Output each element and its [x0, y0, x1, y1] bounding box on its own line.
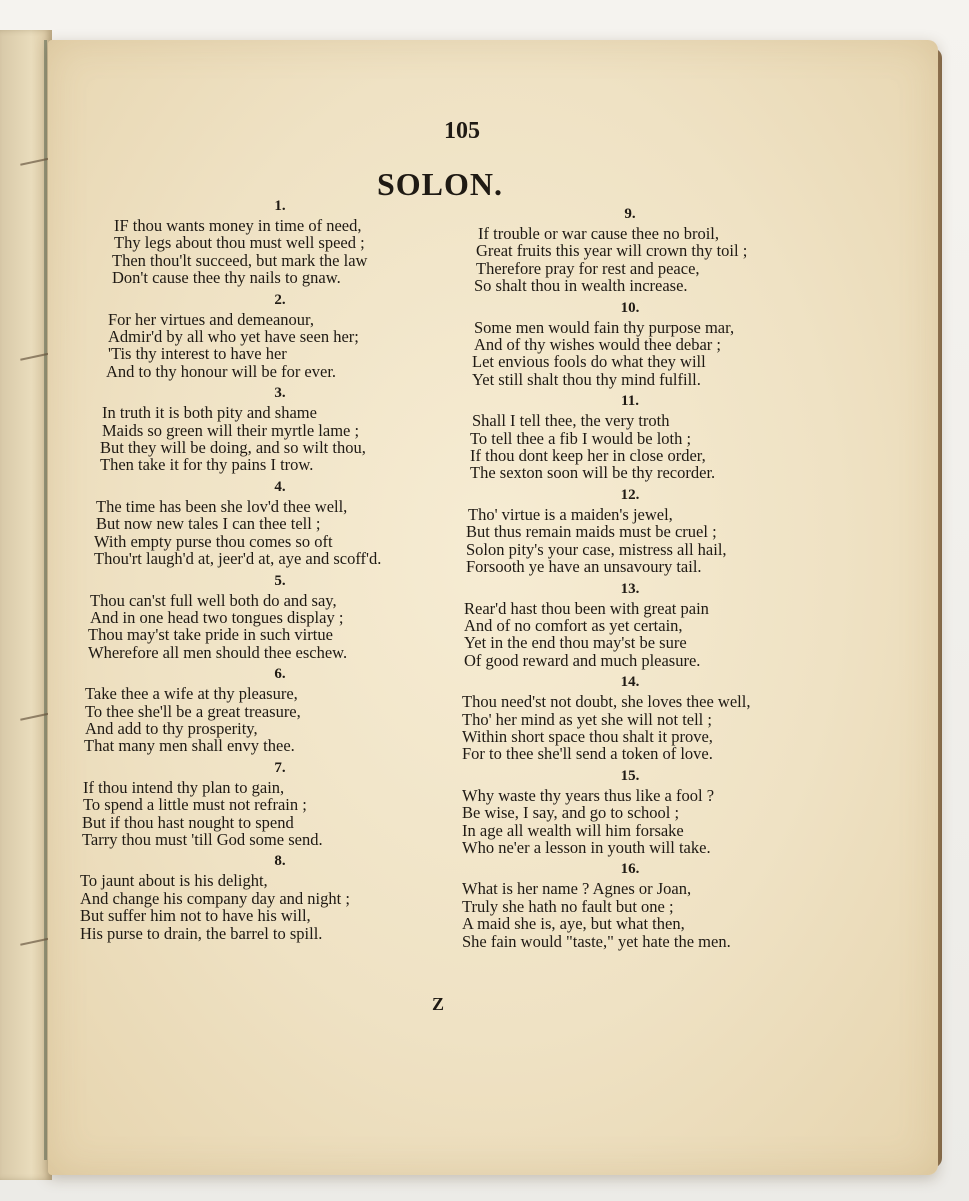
verse-line: Then thou'lt succeed, but mark the law — [112, 250, 368, 270]
verse-line: Solon pity's your case, mistress all hail, — [466, 539, 727, 559]
right-column — [460, 203, 820, 952]
verse-line: In truth it is both pity and shame — [102, 403, 317, 423]
verse-line: Yet in the end thou may'st be sure — [464, 633, 687, 653]
stanza — [80, 195, 440, 287]
verse-line: Yet still shalt thou thy mind fulfill. — [472, 369, 701, 389]
verse-line: And in one head two tongues display ; — [90, 607, 344, 627]
stanza-number: 8. — [274, 853, 286, 870]
stanza-number: 11. — [621, 393, 639, 410]
stanza-number: 7. — [274, 759, 286, 776]
verse-line: A maid she is, aye, but what then, — [462, 914, 685, 934]
verse-line: Tarry thou must 'till God some send. — [82, 829, 323, 849]
stanza-number: 15. — [620, 767, 640, 784]
stanza-number: 4. — [274, 478, 286, 495]
stanza-number: 9. — [624, 206, 636, 222]
stanza — [80, 570, 440, 662]
stanza — [80, 850, 440, 942]
verse-line: For to thee she'll send a token of love. — [462, 744, 713, 764]
stanza-number: 12. — [620, 486, 640, 503]
stanza-number: 10. — [620, 299, 640, 316]
verse-line: But they will be doing, and so wilt thou, — [100, 438, 366, 458]
verse-line: Thy legs about thou must well speed ; — [114, 233, 365, 253]
stanza — [460, 203, 820, 295]
stanza — [460, 484, 820, 576]
verse-line: With empty purse thou comes so oft — [94, 531, 333, 551]
verse-line: That many men shall envy thee. — [84, 736, 295, 756]
stanza-number: 6. — [274, 666, 286, 683]
verse-line: In age all wealth will him forsake — [462, 820, 684, 840]
stanza — [460, 765, 820, 857]
verse-line: Maids so green will their myrtle lame ; — [102, 420, 360, 440]
verse-line: IF thou wants money in time of need, — [114, 216, 362, 235]
stanza-number: 14. — [620, 674, 640, 691]
stanza — [80, 663, 440, 755]
verse-line: His purse to drain, the barrel to spill. — [80, 923, 323, 943]
stanza-number: 1. — [274, 198, 286, 214]
verse-line: Then take it for thy pains I trow. — [100, 455, 314, 475]
verse-line: If trouble or war cause thee no broil, — [478, 224, 719, 243]
verse-line: Tho' her mind as yet she will not tell ; — [462, 709, 712, 729]
stanza — [80, 476, 440, 568]
catchword: Z — [431, 994, 444, 1014]
verse-line: Why waste thy years thus like a fool ? — [462, 785, 715, 805]
page-number: 105 — [444, 118, 480, 144]
stanza — [460, 578, 820, 670]
verse-line: And change his company day and night ; — [80, 888, 350, 908]
stanza — [460, 671, 820, 763]
verse-line: Be wise, I say, and go to school ; — [462, 803, 680, 823]
verse-line: She fain would "taste," yet hate the men. — [462, 931, 731, 951]
verse-line: 'Tis thy interest to have her — [108, 344, 287, 364]
verse-line: So shalt thou in wealth increase. — [474, 276, 688, 296]
verse-line: For her virtues and demeanour, — [108, 309, 314, 329]
verse-line: And to thy honour will be for ever. — [106, 361, 337, 381]
verse-line: Thou may'st take pride in such virtue — [88, 625, 333, 645]
verse-line: To tell thee a fib I would be loth ; — [470, 428, 692, 448]
verse-line: Let envious fools do what they will — [472, 352, 706, 372]
stanza-number: 2. — [274, 291, 286, 308]
verse-line: Thou'rt laugh'd at, jeer'd at, aye and scoff'd. — [94, 549, 382, 569]
verse-line: To jaunt about is his delight, — [80, 871, 268, 891]
verse-line: If thou dont keep her in close order, — [470, 446, 706, 466]
verse-line: Within short space thou shalt it prove, — [462, 726, 713, 746]
verse-line: If thou intend thy plan to gain, — [83, 777, 285, 797]
stanza — [80, 382, 440, 474]
verse-line: And of thy wishes would thee debar ; — [474, 335, 721, 355]
stanza — [80, 757, 440, 849]
stanza-number: 16. — [620, 861, 640, 878]
verse-line: Rear'd hast thou been with great pain — [464, 598, 709, 618]
verse-line: And add to thy prosperity, — [85, 718, 258, 738]
verse-line: Great fruits this year will crown thy toil ; — [476, 241, 748, 261]
spine-binding — [44, 40, 47, 1160]
verse-line: Tho' virtue is a maiden's jewel, — [468, 504, 673, 524]
verse-line: The sexton soon will be thy recorder. — [470, 463, 716, 483]
left-column — [80, 195, 440, 944]
verse-line: Who ne'er a lesson in youth will take. — [462, 837, 711, 857]
page-title: SOLON. — [376, 166, 504, 202]
verse-line: Thou can'st full well both do and say, — [90, 590, 337, 610]
verse-line: Thou need'st not doubt, she loves thee well, — [462, 692, 751, 712]
verse-line: To thee she'll be a great treasure, — [85, 701, 301, 721]
verse-line: But if thou hast nought to spend — [82, 812, 294, 832]
verse-line: Wherefore all men should thee eschew. — [88, 642, 348, 662]
stanza — [80, 289, 440, 381]
verse-line: Truly she hath no fault but one ; — [462, 896, 674, 916]
stanza — [460, 858, 820, 950]
verse-line: Therefore pray for rest and peace, — [476, 258, 700, 278]
verse-line: But thus remain maids must be cruel ; — [466, 522, 717, 542]
stanza — [460, 297, 820, 389]
verse-line: But now new tales I can thee tell ; — [96, 514, 321, 534]
stanza-number: 3. — [274, 385, 286, 402]
verse-line: Of good reward and much pleasure. — [464, 650, 701, 670]
verse-line: What is her name ? Agnes or Joan, — [462, 879, 692, 899]
stanza — [460, 390, 820, 482]
verse-line: Don't cause thee thy nails to gnaw. — [112, 268, 341, 288]
verse-line: Take thee a wife at thy pleasure, — [85, 684, 298, 704]
verse-line: The time has been she lov'd thee well, — [96, 496, 348, 516]
stanza-number: 13. — [620, 580, 640, 597]
verse-line: Forsooth ye have an unsavoury tail. — [466, 557, 702, 577]
verse-line: Shall I tell thee, the very troth — [472, 411, 670, 431]
verse-line: But suffer him not to have his will, — [80, 906, 311, 926]
verse-line: Some men would fain thy purpose mar, — [474, 317, 735, 337]
verse-line: Admir'd by all who yet have seen her; — [108, 327, 359, 347]
stanza-number: 5. — [274, 572, 286, 589]
verse-line: And of no comfort as yet certain, — [464, 615, 683, 635]
verse-line: To spend a little must not refrain ; — [83, 795, 307, 815]
